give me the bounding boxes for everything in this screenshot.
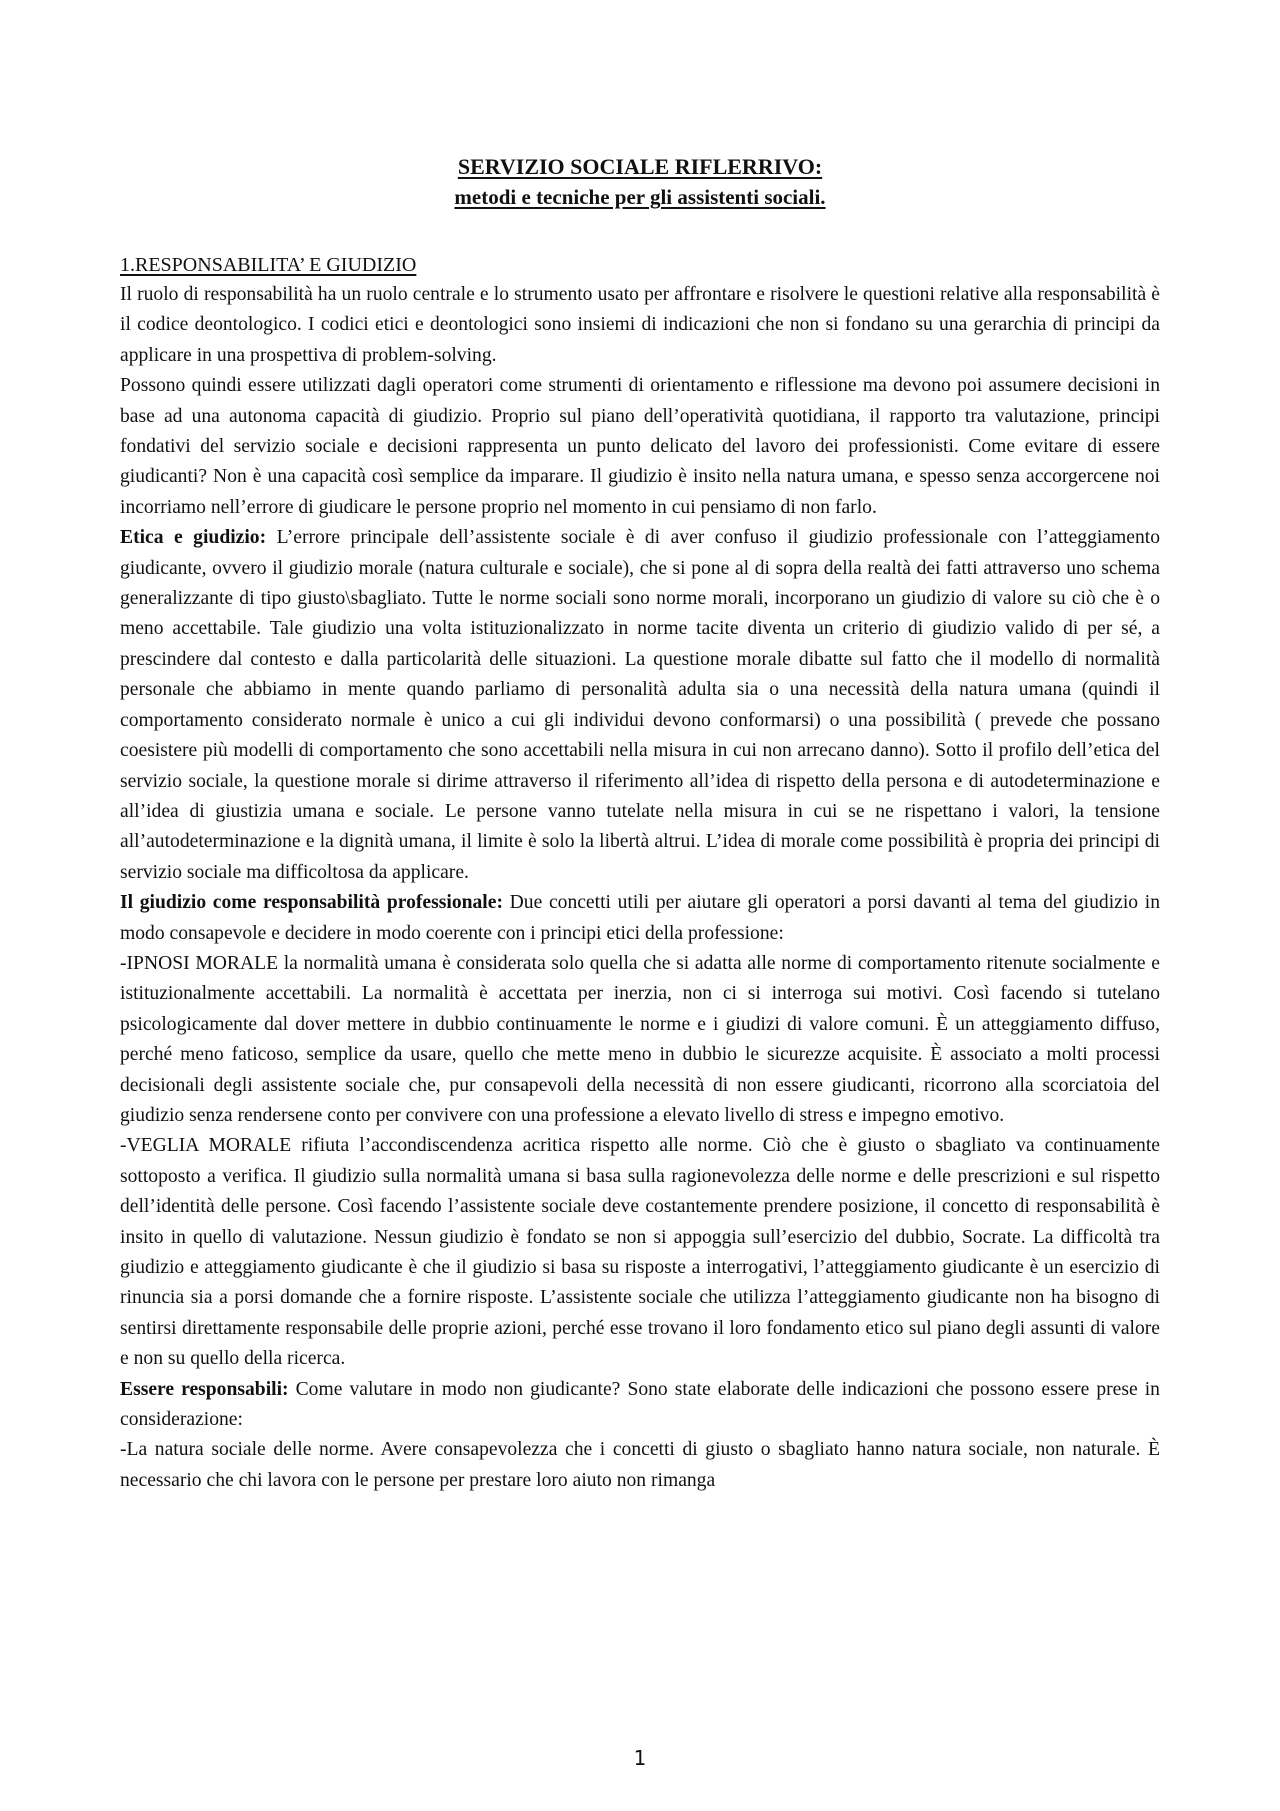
paragraph-7-lead: Essere responsabili: [120,1378,289,1400]
paragraph-2-text: Possono quindi essere utilizzati dagli operatori come strumenti di orientamento e riflessione ma devono poi assumere decisioni in base ad una autonoma capacità di giudizio. Proprio sul piano dell’operatività quotidiana, il rapporto tra valutazione, principi fondativi del servizio sociale e decisioni rappresenta un punto delicato del lavoro dei professionisti. Come evitare di essere giudicanti? Non è una capacità così semplice da imparare. Il giudizio è insito nella natura umana, e spesso senza accorgercene noi incorriamo nell’errore di giudicare le persone proprio nel momento in cui pensiamo di non farlo. [120,375,1160,518]
paragraph-3-text: L’errore principale dell’assistente sociale è di aver confuso il giudizio professionale con l’atteggiamento giudicante, ovvero il giudizio morale (natura culturale e sociale), che si pone al di sopra della realtà dei fatti attraverso uno schema generalizzante di tipo giusto\sbagliato. Tutte le norme sociali sono norme morali, incorporano un giudizio di valore su ciò che è o meno accettabile. Tale giudizio una volta istituzionalizzato in norme tacite diventa un criterio di giudizio valido di per sé, a prescindere dal contesto e dalla particolarità delle situazioni. La questione morale dibatte sul fatto che il modello di normalità personale che abbiamo in mente quando parliamo di personalità adulta sia o una necessità della natura umana (quindi il comportamento considerato normale è unico a cui gli individui devono conformarsi) o una possibilità ( prevede che possano coesistere più modelli di comportamento che sono accettabili nella misura in cui non arrecano danno). Sotto il profilo dell’etica del servizio sociale, la questione morale si dirime attraverso il riferimento all’idea di rispetto della persona e di autodeterminazione e all’idea di giustizia umana e sociale. Le persone vanno tutelate nella misura in cui se ne rispettano i valori, la tensione all’autodeterminazione e la dignità umana, il limite è solo la libertà altrui. L’idea di morale come possibilità è propria dei principi di servizio sociale ma difficoltosa da applicare. [120,527,1160,883]
document-body [120,250,1160,1496]
paragraph-4 [120,888,1160,949]
document-title [120,152,1160,212]
section-heading: 1.RESPONSABILITA’ E GIUDIZIO [120,254,417,276]
title-line-2: metodi e tecniche per gli assistenti sociali. [454,185,826,209]
paragraph-8 [120,1435,1160,1496]
paragraph-5 [120,949,1160,1131]
paragraph-1 [120,280,1160,371]
paragraph-5-text: -IPNOSI MORALE la normalità umana è considerata solo quella che si adatta alle norme di comportamento ritenute socialmente e istituzionalmente accettabili. La normalità è accettata per inerzia, non ci si interroga sui motivi. Così facendo si tutelano psicologicamente dal dover mettere in dubbio continuamente le norme e i giudizi di valore comuni. È un atteggiamento diffuso, perché meno faticoso, semplice da usare, quello che mette meno in dubbio le sicurezze acquisite. È associato a molti processi decisionali degli assistente sociale che, pur consapevoli della necessità di non essere giudicanti, ricorrono alla scorciatoia del giudizio senza rendersene conto per convivere con una professione a elevato livello di stress e impegno emotivo. [120,952,1160,1126]
paragraph-7-text: Come valutare in modo non giudicante? Sono state elaborate delle indicazioni che possono essere prese in considerazione: [120,1378,1160,1431]
paragraph-6 [120,1131,1160,1374]
page-number: 1 [633,1746,647,1770]
title-line-1: SERVIZIO SOCIALE RIFLERRIVO: [457,154,823,179]
paragraph-3 [120,523,1160,888]
paragraph-1-text: Il ruolo di responsabilità ha un ruolo centrale e lo strumento usato per affrontare e risolvere le questioni relative alla responsabilità è il codice deontologico. I codici etici e deontologici sono insiemi di indicazioni che non si fondano su una gerarchia di principi da applicare in una prospettiva di problem-solving. [120,284,1160,366]
paragraph-7 [120,1375,1160,1436]
paragraph-4-lead: Il giudizio come responsabilità professionale: [120,892,503,914]
paragraph-2 [120,371,1160,523]
paragraph-8-text: -La natura sociale delle norme. Avere consapevolezza che i concetti di giusto o sbagliato hanno natura sociale, non naturale. È necessario che chi lavora con le persone per prestare loro aiuto non rimanga [120,1439,1160,1491]
paragraph-3-lead: Etica e giudizio: [120,527,267,549]
paragraph-6-text: -VEGLIA MORALE rifiuta l’accondiscendenza acritica rispetto alle norme. Ciò che è giusto o sbagliato va continuamente sottoposto a verifica. Il giudizio sulla normalità umana si basa sulla ragionevolezza delle norme e delle prescrizioni e sul rispetto dell’identità delle persone. Così facendo l’assistente sociale deve costantemente prendere posizione, il concetto di responsabilità è insito in quello di valutazione. Nessun giudizio è fondato se non si appoggia sull’esercizio del dubbio, Socrate. La difficoltà tra giudizio e atteggiamento giudicante è che il giudizio si basa su risposte a interrogativi, l’atteggiamento giudicante è un esercizio di rinuncia sia a porsi domande che a fornire risposte. L’assistente sociale che utilizza l’atteggiamento giudicante non ha bisogno di sentirsi direttamente responsabile delle proprie azioni, perché esse trovano il loro fondamento etico sul piano degli assunti di valore e non su quello della ricerca. [120,1135,1160,1370]
paragraph-4-text: Due concetti utili per aiutare gli operatori a porsi davanti al tema del giudizio in modo consapevole e decidere in modo coerente con i principi etici della professione: [120,892,1160,944]
